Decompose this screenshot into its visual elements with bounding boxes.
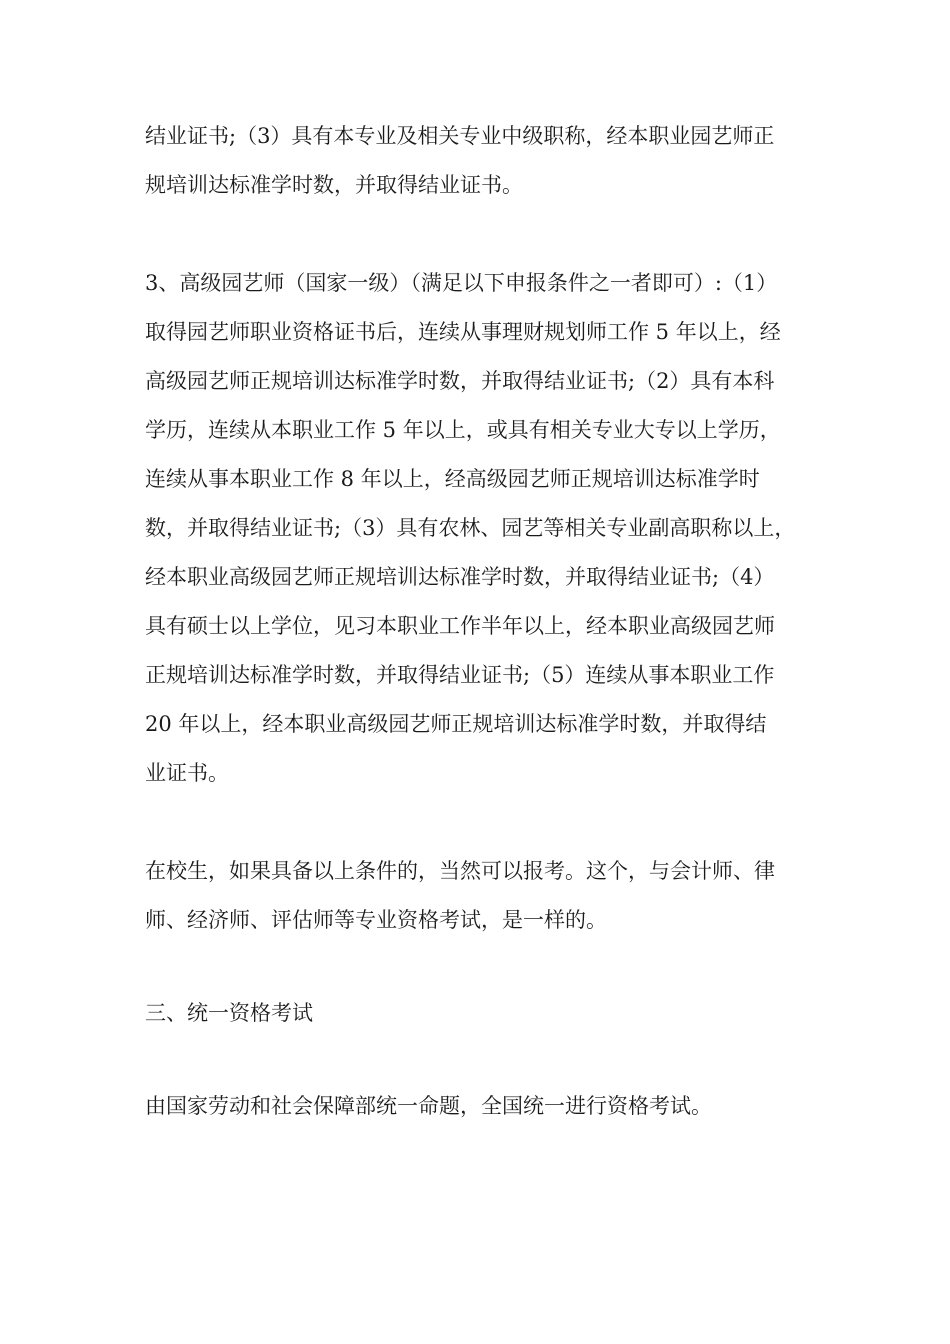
paragraph-spacer — [145, 945, 810, 989]
paragraph-spacer — [145, 798, 810, 847]
paragraph-spacer — [145, 210, 810, 259]
paragraph-spacer — [145, 1038, 810, 1082]
paragraph-exam-organizer: 由国家劳动和社会保障部统一命题，全国统一进行资格考试。 — [145, 1094, 712, 1118]
document-body — [145, 112, 810, 1131]
paragraph-students-eligibility: 在校生，如果具备以上条件的，当然可以报考。这个，与会计师、律 师、经济师、评估师等专业资格考试，是一样的。 — [145, 859, 775, 932]
paragraph-senior-horticulturist: 3、高级园艺师（国家一级）（满足以下申报条件之一者即可）:（1） 取得园艺师职业资格证书后，连续从事理财规划师工作 5 年以上，经 高级园艺师正规培训达标准学时数，并取得结业证书;（2）具有本科 学历，连续从本职业工作 5 年以上，或具有相关专业大专以上学历， 连续从事本职业工作 8 年以上，经高级园艺师正规培训达标准学时 数，并取得结业证书;（3）具有农林、园艺等相关专业副高职称以上， 经本职业高级园艺师正规培训达标准学时数，并取得结业证书;（4） 具有硕士以上学位，见习本职业工作半年以上，经本职业高级园艺师 正规培训达标准学时数，并取得结业证书;（5）连续从事本职业工作 20 年以上，经本职业高级园艺师正规培训达标准学时数，并取得结 业证书。 — [145, 271, 796, 785]
section-heading-unified-exam: 三、统一资格考试 — [145, 1001, 313, 1025]
paragraph-certificate-continued: 结业证书;（3）具有本专业及相关专业中级职称，经本职业园艺师正 规培训达标准学时数，并取得结业证书。 — [145, 124, 775, 197]
